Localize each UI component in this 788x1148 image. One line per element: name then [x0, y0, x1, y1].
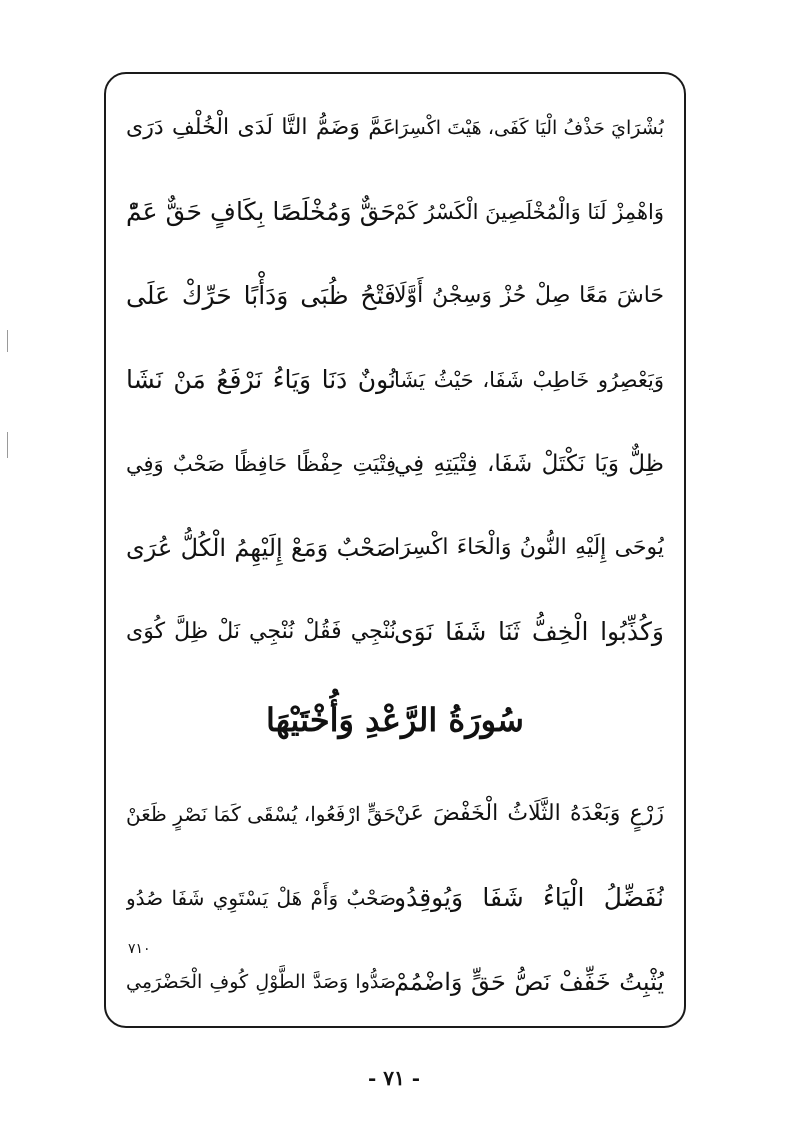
verse-second-hemistich: صَدُّوا وَصَدَّ الطَّوْلِ كُوفِ الْحَضْرَمِي	[126, 971, 396, 993]
verse-first-hemistich: وَكُذِّبُوا الْخِفُّ ثَنَا شَفَا نَوَى	[394, 617, 664, 646]
scan-edge-mark-upper	[7, 330, 8, 352]
verse-first-hemistich: حَاشَ مَعًا صِلْ حُزْ وَسِجْنُ أَوَّلَا	[394, 283, 664, 308]
verse-first-hemistich: زَرْعٍ وَبَعْدَهُ الثَّلَاثُ الْخَفْضَ عَنْ	[394, 801, 664, 826]
scan-edge-mark-lower	[7, 432, 8, 458]
section-title: سُورَةُ الرَّعْدِ وَأُخْتَيْهَا	[266, 701, 524, 739]
verse-line	[104, 268, 686, 324]
verse-first-hemistich: يُوحَى إِلَيْهِ النُّونُ وَالْحَاءَ اكْسِرَا	[394, 535, 664, 560]
verse-second-hemistich: عَمَّ وَضَمُّ التَّا لَدَى الْخُلْفِ دَرَى	[126, 115, 396, 140]
verse-line	[104, 786, 686, 842]
verse-line	[104, 436, 686, 492]
verse-first-hemistich: وَاهْمِزْ لَنَا وَالْمُخْلَصِينَ الْكَسْرُ كَمْ	[394, 200, 664, 224]
verse-first-hemistich: يُثْبِتُ خَفِّفْ نَصُّ حَقٍّ وَاضْمُمْ	[394, 968, 664, 996]
verse-second-hemistich: صَحْبٌ وَمَعْ إِلَيْهِمُ الْكُلُّ عُرَى	[126, 534, 396, 562]
page-number: - ٧١ -	[367, 1066, 420, 1090]
verse-line	[104, 352, 686, 408]
verse-line	[104, 520, 686, 576]
verse-second-hemistich: صَحْبٌ وَأَمْ هَلْ يَسْتَوِي شَفَا صُدُو	[126, 886, 396, 910]
verse-line	[104, 184, 686, 240]
verse-first-hemistich: وَيَعْصِرُو خَاطِبْ شَفَا، حَيْثُ يَشَا	[394, 368, 664, 392]
verse-first-hemistich: بُشْرَايَ حَذْفُ الْيَا كَفَى، هَيْتَ اكْسِرَا	[394, 117, 664, 139]
verse-second-hemistich: فَتْحُ ظُبَى وَدَأْبًا حَرِّكْ عَلَى	[126, 281, 396, 310]
verse-second-hemistich: حَقٌّ وَمُخْلَصًا بِكَافٍ حَقٌّ عَمّْ	[126, 197, 396, 226]
verse-second-hemistich: نُونٌ دَنَا وَيَاءُ نَرْفَعُ مَنْ نَشَا	[126, 365, 396, 394]
verse-number: ٧١٠	[128, 941, 151, 957]
verse-line	[104, 870, 686, 926]
verse-second-hemistich: نُنْجِي فَقُلْ نُنْجِي نَلْ ظِلَّ كُوَى	[126, 619, 396, 644]
verse-line	[104, 954, 686, 1010]
verse-second-hemistich: فِتْيَتِ حِفْظًا حَافِظًا صَحْبٌ وَفِي	[126, 452, 396, 476]
verse-first-hemistich: ظِلٌّ وَيَا نَكْتَلْ شَفَا، فِتْيَتِهِ فِي	[394, 451, 664, 477]
verse-line	[104, 604, 686, 660]
verse-first-hemistich: نُفَضِّلُ الْيَاءُ شَفَا وَيُوقِدُو	[394, 883, 664, 912]
verse-line	[104, 100, 686, 156]
verse-second-hemistich: حَقٍّ ارْفَعُوا، يُسْقَى كَمَا نَصْرٍ ظَعَنْ	[126, 802, 396, 826]
